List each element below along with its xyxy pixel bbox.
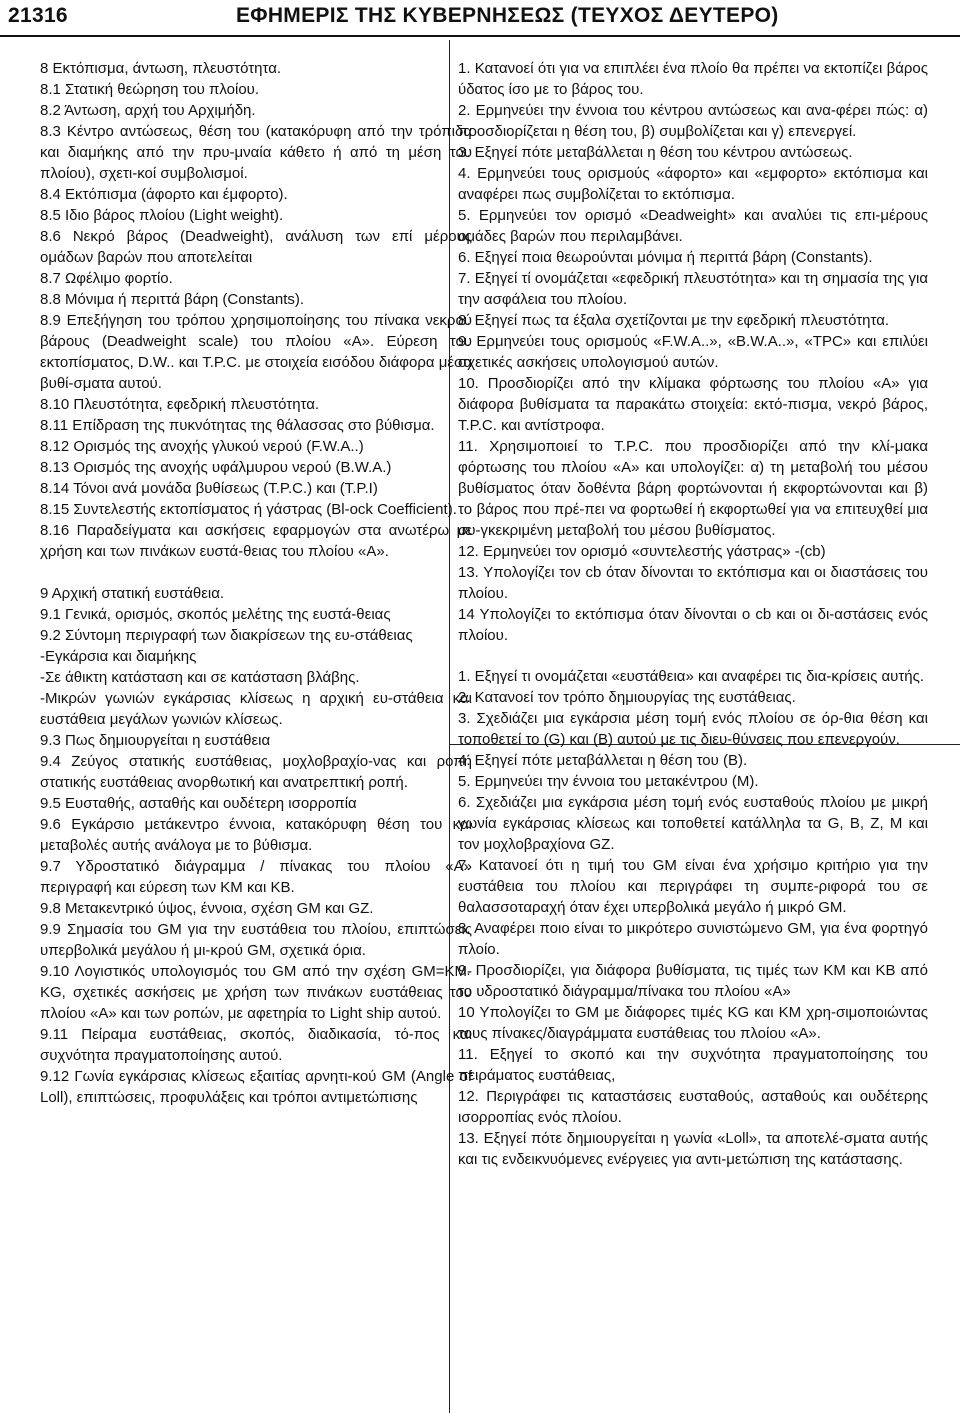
list-item: -Εγκάρσια και διαμήκης xyxy=(40,648,197,665)
list-item: 2. Κατανοεί τον τρόπο δημιουργίας της ευστάθειας. xyxy=(458,689,796,706)
list-item: 8.4 Εκτόπισμα (άφορτο και έμφορτο). xyxy=(40,186,288,203)
list-item: 8.13 Ορισμός της ανοχής υφάλμυρου νερού (B.W.A.) xyxy=(40,459,392,476)
outcomes-group-2 xyxy=(458,666,928,1170)
page-header xyxy=(0,0,960,34)
list-item: 6. Σχεδιάζει μια εγκάρσια μέση τομή ενός ευσταθούς πλοίου με μικρή γωνία εγκάρσιας κλίσεως και τοποθετεί κατάλληλα τα G, B, Z, M και τον μοχλοβραχίονα GZ. xyxy=(458,794,928,853)
list-item: 8 Εκτόπισμα, άντωση, πλευστότητα. xyxy=(40,60,282,77)
list-item: 9. Ερμηνεύει τους ορισμούς «F.W.A..», «B.W.A..», «TPC» και επιλύει σχετικές ασκήσεις υπολογισμού αυτών. xyxy=(458,333,928,371)
list-item: 4. Εξηγεί πότε μεταβάλλεται η θέση του (B). xyxy=(458,752,748,769)
list-item: 8.3 Κέντρο αντώσεως, θέση του (κατακόρυφη από την τρόπιδα και διαμήκης από την πρυ-μναία κάθετο ή από τη μέση του πλοίου), σχετι-κοί συμβολισμοί. xyxy=(40,123,472,182)
list-item: 9.6 Εγκάρσιο μετάκεντρο έννοια, κατακόρυφη θέση του και μεταβολές αυτής ανάλογα με το βύθισμα. xyxy=(40,816,472,854)
list-item: 9.12 Γωνία εγκάρσιας κλίσεως εξαιτίας αρνητι-κού GM (Angle of Loll), επιπτώσεις, προφυλάξεις και τρόποι αντιμετώπισης xyxy=(40,1068,472,1106)
list-item: 8.11 Επίδραση της πυκνότητας της θάλασσας στο βύθισμα. xyxy=(40,417,435,434)
list-item: 12. Περιγράφει τις καταστάσεις ευσταθούς, ασταθούς και ουδέτερης ισορροπίας ενός πλοίου. xyxy=(458,1088,928,1126)
list-item: -Μικρών γωνιών εγκάρσιας κλίσεως η αρχική ευ-στάθεια και ευστάθεια μεγάλων γωνιών κλίσεως. xyxy=(40,690,472,728)
list-item: 5. Ερμηνεύει την έννοια του μετακέντρου (M). xyxy=(458,773,759,790)
section-gap xyxy=(458,646,928,666)
list-item: 13. Υπολογίζει τον cb όταν δίνονται το εκτόπισμα και οι διαστάσεις του πλοίου. xyxy=(458,564,928,602)
list-item: 8. Εξηγεί πως τα έξαλα σχετίζονται με την εφεδρική πλευστότητα. xyxy=(458,312,890,329)
list-item: 8.14 Τόνοι ανά μονάδα βυθίσεως (T.P.C.) και (T.P.I) xyxy=(40,480,378,497)
list-item: 8.9 Επεξήγηση του τρόπου χρησιμοποίησης του πίνακα νεκρού βάρους (Deadweight scale) του πλοίου «Α». Εύρεση του εκτοπίσματος, D.W.. και T.P.C. με στοιχεία εισόδου διάφορα μέσα βυθί-σματα αυτού. xyxy=(40,312,472,392)
list-item: 6. Εξηγεί ποια θεωρούνται μόνιμα ή περιττά βάρη (Constants). xyxy=(458,249,873,266)
list-item: 9.2 Σύντομη περιγραφή των διακρίσεων της ευ-στάθειας xyxy=(40,627,413,644)
list-item: 8. Αναφέρει ποιο είναι το μικρότερο συνιστώμενο GM, για ένα φορτηγό πλοίο. xyxy=(458,920,928,958)
list-item: 8.15 Συντελεστής εκτοπίσματος ή γάστρας (Bl-ock Coefficient). xyxy=(40,501,457,518)
list-item: 9. Προσδιορίζει, για διάφορα βυθίσματα, τις τιμές των KM και KB από το υδροστατικό διάγραμμα/πίνακα του πλοίου «Α» xyxy=(458,962,928,1000)
list-item: 9.8 Μετακεντρικό ύψος, έννοια, σχέση GM και GZ. xyxy=(40,900,374,917)
header-rule xyxy=(0,35,960,37)
list-item: 9 Αρχική στατική ευστάθεια. xyxy=(40,585,225,602)
list-item: -Σε άθικτη κατάσταση και σε κατάσταση βλάβης. xyxy=(40,669,360,686)
list-item: 9.9 Σημασία του GM για την ευστάθεια του πλοίου, επιπτώσεις υπερβολικά μεγάλου ή μι-κρού GM, σχετικά όρια. xyxy=(40,921,472,959)
list-item: 8.1 Στατική θεώρηση του πλοίου. xyxy=(40,81,260,98)
list-item: 8.5 Ιδιο βάρος πλοίου (Light weight). xyxy=(40,207,284,224)
list-item: 4. Ερμηνεύει τους ορισμούς «άφορτο» και «εμφορτο» εκτόπισμα και αναφέρει πως συμβολίζεται το εκτόπισμα. xyxy=(458,165,928,203)
list-item: 8.12 Ορισμός της ανοχής γλυκού νερού (F.W.A..) xyxy=(40,438,364,455)
list-item: 13. Εξηγεί πότε δημιουργείται η γωνία «Loll», τα αποτελέ-σματα αυτής και τις ενδεικνυόμενες ενέργειες για αντι-μετώπιση της κατάστασης. xyxy=(458,1130,928,1168)
list-item: 9.4 Ζεύγος στατικής ευστάθειας, μοχλοβραχίο-νας και ροπή στατικής ευστάθειας ανορθωτική και ανατρεπτική ροπή. xyxy=(40,753,472,791)
list-item: 11. Εξηγεί το σκοπό και την συχνότητα πραγματοποίησης του πειράματος ευστάθειας, xyxy=(458,1046,928,1084)
list-item: 8.8 Μόνιμα ή περιττά βάρη (Constants). xyxy=(40,291,305,308)
journal-title: ΕΦΗΜΕΡΙΣ ΤΗΣ ΚΥΒΕΡΝΗΣΕΩΣ (ΤΕΥΧΟΣ ΔΕΥΤΕΡΟ) xyxy=(236,4,779,27)
list-item: 1. Εξηγεί τι ονομάζεται «ευστάθεια» και αναφέρει τις δια-κρίσεις αυτής. xyxy=(458,668,925,685)
list-item: 9.3 Πως δημιουργείται η ευστάθεια xyxy=(40,732,271,749)
list-item: 14 Υπολογίζει το εκτόπισμα όταν δίνονται ο cb και οι δι-αστάσεις ενός πλοίου. xyxy=(458,606,928,644)
section-gap xyxy=(40,562,472,583)
list-item: 5. Ερμηνεύει τον ορισμό «Deadweight» και αναλύει τις επι-μέρους ομάδες βαρών που περιλαμβάνει. xyxy=(458,207,928,245)
list-item: 8.16 Παραδείγματα και ασκήσεις εφαρμογών στα ανωτέρω με χρήση και των πινάκων ευστά-θειας του πλοίου «Α». xyxy=(40,522,472,560)
list-item: 3. Σχεδιάζει μια εγκάρσια μέση τομή ενός πλοίου σε όρ-θια θέση και τοποθετεί το (G) και (B) αυτού με τις διευ-θύνσεις που επενεργούν. xyxy=(458,710,928,748)
list-item: 9.7 Υδροστατικό διάγραμμα / πίνακας του πλοίου «Α» περιγραφή και εύρεση των KM και KB. xyxy=(40,858,472,896)
page-number: 21316 xyxy=(8,4,68,27)
list-item: 9.5 Ευσταθής, ασταθής και ουδέτερη ισορροπία xyxy=(40,795,357,812)
list-item: 8.10 Πλευστότητα, εφεδρική πλευστότητα. xyxy=(40,396,320,413)
list-item: 9.1 Γενικά, ορισμός, σκοπός μελέτης της ευστά-θειας xyxy=(40,606,391,623)
list-item: 11. Χρησιμοποιεί το T.P.C. που προσδιορίζει από την κλί-μακα φόρτωσης του πλοίου «Α» και υπολογίζει: α) τη μεταβολή του μέσου βυθίσματος όταν δοθέντα βάρη φορτώνονται ή εκφορτώνονται και β) το βάρος που πρέ-πει να φορτωθεί ή εκφορτωθεί για να επιτευχθεί μια συ-γκεκριμένη μεταβολή του μέσου βυθίσματος. xyxy=(458,438,928,539)
list-item: 9.11 Πείραμα ευστάθειας, σκοπός, διαδικασία, τό-πος και συχνότητα πραγματοποίησης αυτού. xyxy=(40,1026,472,1064)
list-item: 9.10 Λογιστικός υπολογισμός του GM από την σχέση GM=KM-KG, σχετικές ασκήσεις με χρήση των πινάκων ευστάθειας του πλοίου «Α» και των ροπών, με αφετηρία το Light ship αυτού. xyxy=(40,963,472,1022)
list-item: 10 Υπολογίζει το GM με διάφορες τιμές KG και KM χρη-σιμοποιώντας τους πίνακες/διαγράμματα ευστάθειας του πλοίου «Α». xyxy=(458,1004,928,1042)
left-column xyxy=(40,58,472,1108)
list-item: 8.7 Ωφέλιμο φορτίο. xyxy=(40,270,173,287)
list-item: 10. Προσδιορίζει από την κλίμακα φόρτωσης του πλοίου «Α» για διάφορα βυθίσματα τα παρακάτω στοιχεία: εκτό-πισμα, νεκρό βάρος, T.P.C. και αντίστροφα. xyxy=(458,375,928,434)
list-item: 3. Εξηγεί πότε μεταβάλλεται η θέση του κέντρου αντώσεως. xyxy=(458,144,853,161)
list-item: 12. Ερμηνεύει τον ορισμό «συντελεστής γάστρας» -(cb) xyxy=(458,543,826,560)
list-item: 8.2 Άντωση, αρχή του Αρχιμήδη. xyxy=(40,102,256,119)
list-item: 1. Κατανοεί ότι για να επιπλέει ένα πλοίο θα πρέπει να εκτοπίζει βάρος ύδατος ίσο με το βάρος του. xyxy=(458,60,928,98)
list-item: 7. Κατανοεί ότι η τιμή του GM είναι ένα χρήσιμο κριτήριο για την ευστάθεια του πλοίου και περιγράφει τη συμπε-ριφορά του σε θαλασσοταραχή όταν έχει υπερβολικά μεγάλο ή μικρό GM. xyxy=(458,857,928,916)
list-item: 2. Ερμηνεύει την έννοια του κέντρου αντώσεως και ανα-φέρει πώς: α) προσδιορίζεται η θέση του, β) συμβολίζεται και γ) επενεργεί. xyxy=(458,102,928,140)
right-column xyxy=(458,58,928,1170)
section-9-list xyxy=(40,583,472,1108)
list-item: 8.6 Νεκρό βάρος (Deadweight), ανάλυση των επί μέρους ομάδων βαρών που αποτελείται xyxy=(40,228,472,266)
section-8-list xyxy=(40,58,472,562)
list-item: 7. Εξηγεί τί ονομάζεται «εφεδρική πλευστότητα» και τη σημασία της για την ασφάλεια του πλοίου. xyxy=(458,270,928,308)
outcomes-group-1 xyxy=(458,58,928,646)
